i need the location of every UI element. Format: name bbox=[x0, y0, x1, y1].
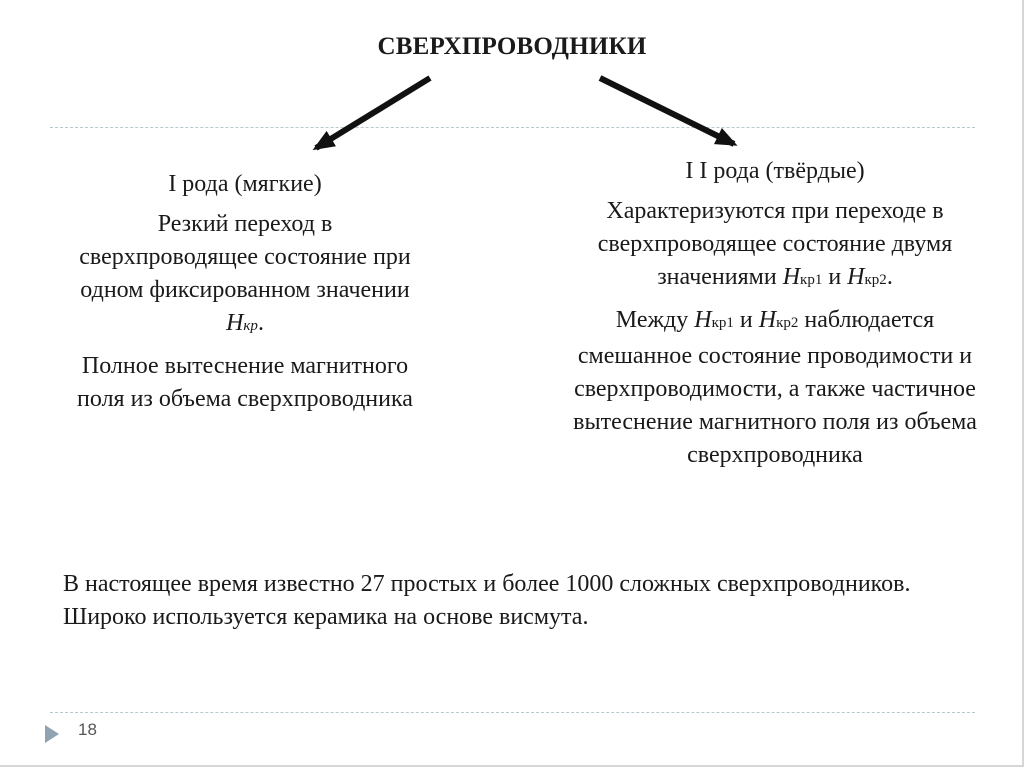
type1-desc-line1: Резкий переход в bbox=[157, 211, 333, 237]
h-subscript: кр bbox=[243, 318, 258, 334]
type2-desc-line3: значениями Hкр1 и Hкр2. bbox=[657, 264, 893, 290]
arrow-left bbox=[316, 78, 430, 148]
type1-heading: I рода (мягкие) bbox=[168, 171, 322, 197]
arrow-right bbox=[600, 78, 734, 144]
h1-symbol: H bbox=[782, 264, 801, 290]
type2-mixed-line4: вытеснение магнитного поля из объема bbox=[573, 409, 977, 435]
type2-desc-line2: сверхпроводящее состояние двумя bbox=[597, 231, 953, 257]
note-line2: Широко используется керамика на основе висмута. bbox=[63, 604, 589, 630]
type2-desc-line1: Характеризуются при переходе в bbox=[606, 198, 944, 224]
summary-note bbox=[63, 568, 983, 634]
type2-heading: I I рода (твёрдые) bbox=[685, 158, 865, 184]
type2-mixed-line2: смешанное состояние проводимости и bbox=[577, 343, 973, 369]
h-symbol: H bbox=[226, 310, 244, 336]
type1-desc-line3: одном фиксированном значении bbox=[80, 277, 410, 303]
page-number: 18 bbox=[78, 720, 97, 739]
bottom-divider bbox=[50, 712, 975, 713]
h2-subscript: кр2 bbox=[864, 272, 887, 288]
type1-critical-field: Hкр. bbox=[226, 310, 264, 336]
play-triangle-icon bbox=[44, 724, 60, 744]
type1-column bbox=[20, 168, 470, 416]
type1-effect-line1: Полное вытеснение магнитного bbox=[81, 353, 409, 379]
type2-mixed-line3: сверхпроводимости, а также частичное bbox=[574, 376, 976, 402]
note-line1: В настоящее время известно 27 простых и более 1000 сложных сверхпроводников. bbox=[63, 571, 911, 597]
type2-mixed-line5: сверхпроводника bbox=[687, 442, 863, 468]
h2-symbol: H bbox=[847, 264, 865, 290]
h1-subscript: кр1 bbox=[800, 272, 823, 288]
slide-title: СВЕРХПРОВОДНИКИ bbox=[377, 33, 647, 60]
type2-column bbox=[515, 155, 1024, 472]
type2-between-line: Между Hкр1 и Hкр2 наблюдается bbox=[615, 307, 935, 333]
type1-effect-line2: поля из объема сверхпроводника bbox=[77, 386, 413, 412]
type1-desc-line2: сверхпроводящее состояние при bbox=[79, 244, 411, 270]
